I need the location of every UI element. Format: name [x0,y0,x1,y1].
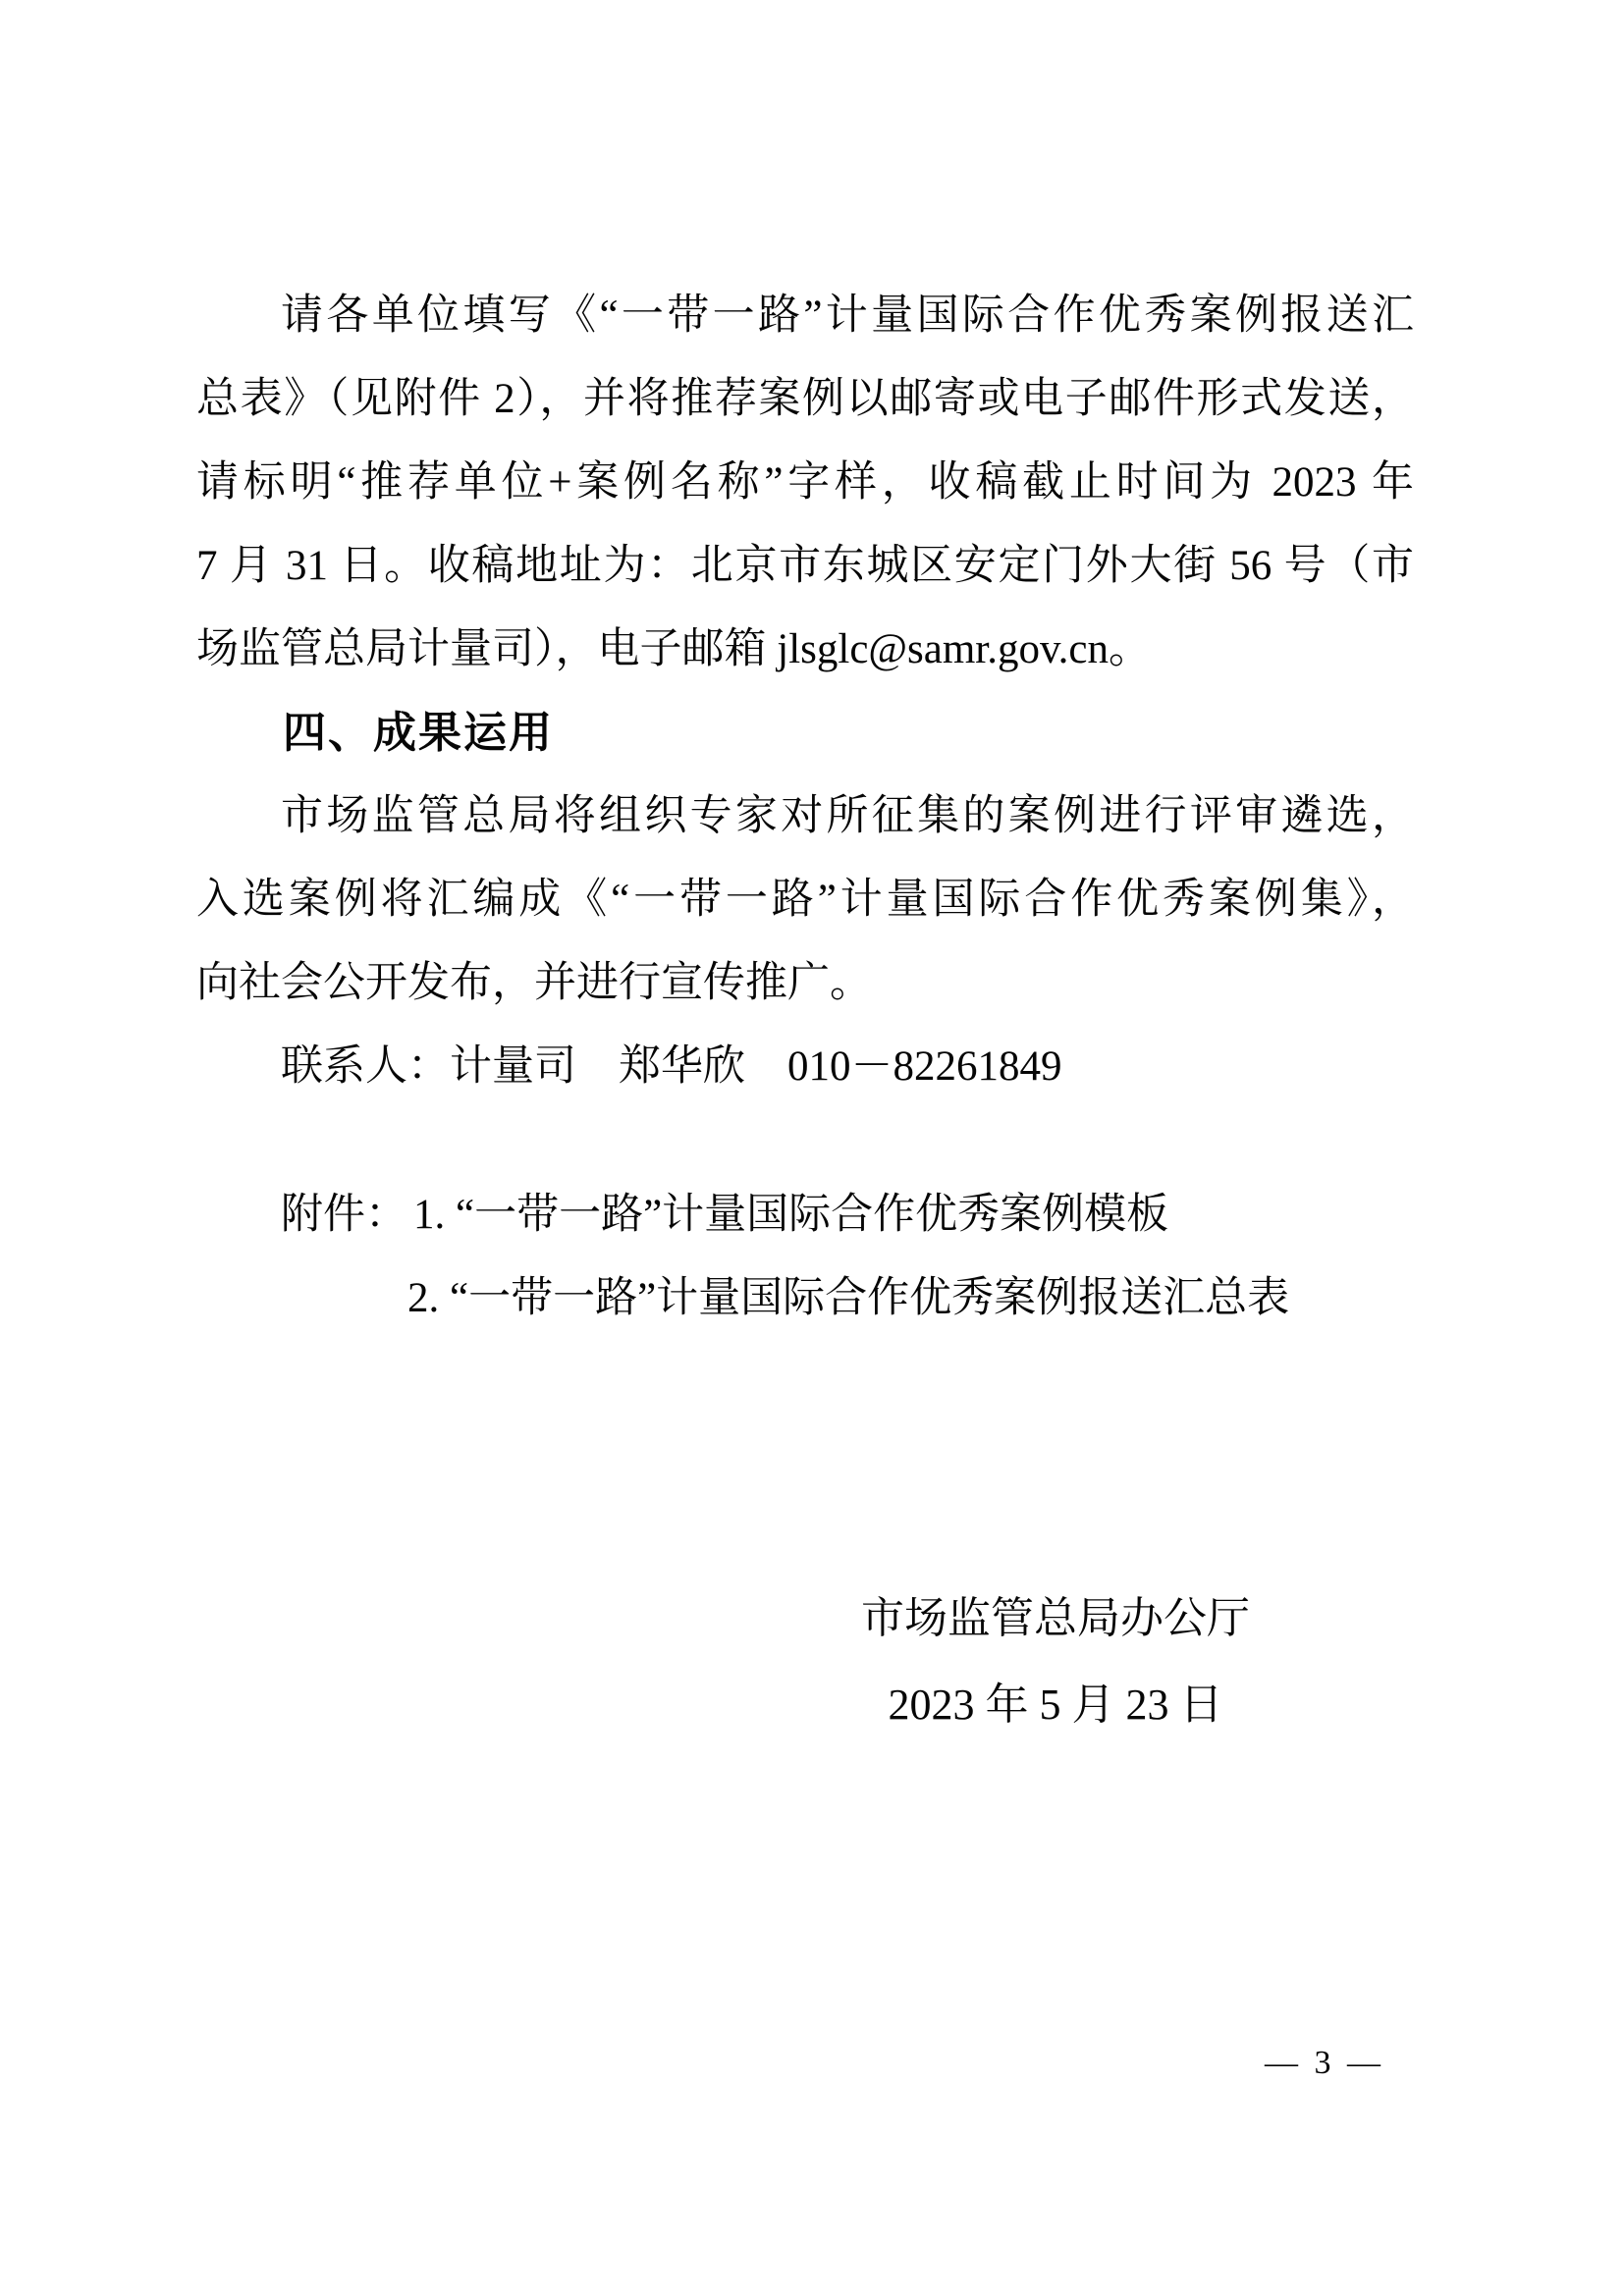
signature-date: 2023 年 5 月 23 日 [888,1681,1223,1729]
signature-org: 市场监管总局办公厅 [861,1594,1250,1642]
paragraph-line: 7 月 31 日。收稿地址为：北京市东城区安定门外大街 56 号（市 [196,543,1414,589]
attachment-item-2: 2. “一带一路”计量国际合作优秀案例报送汇总表 [407,1275,1290,1321]
paragraph-line: 请各单位填写《“一带一路”计量国际合作优秀案例报送汇 [281,293,1414,339]
paragraph-line: 入选案例将汇编成《“一带一路”计量国际合作优秀案例集》， [196,877,1414,923]
section-heading-results-usage: 四、成果运用 [283,709,554,757]
attachments-block [196,1173,1414,1340]
paragraph-line: 市场监管总局将组织专家对所征集的案例进行评审遴选， [281,793,1414,839]
attachment-item-1: 1. “一带一路”计量国际合作优秀案例模板 [413,1192,1169,1238]
paragraph-line: 向社会公开发布，并进行宣传推广。 [196,960,872,1006]
attachment-row [196,1256,1414,1340]
attachment-row [196,1173,1414,1256]
paragraph-results-usage [196,774,1414,1025]
attachments-label: 附件： [281,1192,407,1238]
document-body [196,274,1414,1340]
paragraph-submission-instructions [196,274,1414,691]
paragraph-line: 总表》（见附件 2），并将推荐案例以邮寄或电子邮件形式发送， [196,376,1414,422]
page-number: — 3 — [1265,2045,1384,2081]
contact-line: 联系人：计量司 郑华欣 010－82261849 [281,1043,1062,1090]
signature-block [731,1575,1380,1748]
paragraph-line: 请标明“推荐单位+案例名称”字样，收稿截止时间为 2023 年 [196,459,1414,506]
paragraph-line: 场监管总局计量司），电子邮箱 jlsglc@samr.gov.cn。 [196,626,1152,672]
